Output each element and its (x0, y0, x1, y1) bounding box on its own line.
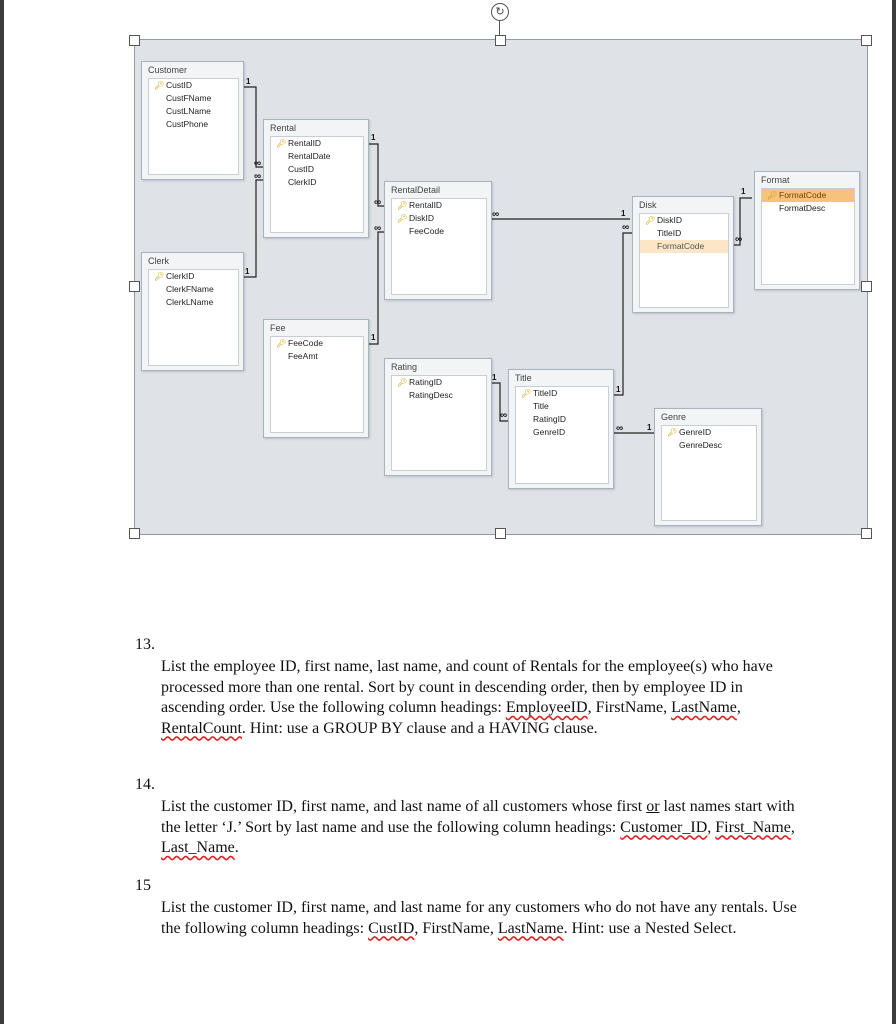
field-row[interactable]: CustPhone (166, 119, 209, 129)
table-title: Rental (270, 123, 297, 133)
field-row[interactable]: 🔑︎ DiskID (397, 213, 435, 223)
table-title: Rating (391, 362, 418, 372)
field-row[interactable]: 🔑︎ FeeCode (276, 338, 323, 348)
field-row[interactable]: CustFName (166, 93, 212, 103)
card-one: 1 (616, 385, 621, 394)
key-icon: 🔑︎ (645, 216, 656, 225)
field-row[interactable]: FormatCode (640, 240, 728, 253)
card-one: 1 (621, 209, 626, 218)
table-customer[interactable] (141, 61, 244, 180)
field-list (639, 213, 729, 308)
field-row[interactable]: CustID (288, 164, 314, 174)
key-icon: 🔑︎ (667, 428, 678, 437)
table-rating[interactable] (384, 358, 492, 476)
field-row[interactable]: GenreDesc (679, 440, 722, 450)
rel-fee-rentaldetail (367, 232, 384, 344)
field-row[interactable]: 🔑︎ RentalID (397, 200, 443, 210)
table-title: Format (761, 175, 790, 185)
key-icon: 🔑︎ (154, 81, 165, 90)
field-row[interactable]: 🔑︎ TitleID (521, 388, 558, 398)
resize-handle-top-right[interactable] (861, 35, 872, 46)
card-one: 1 (245, 267, 250, 276)
field-row[interactable]: ClerkFName (166, 284, 214, 294)
question-number: 14. (135, 776, 155, 793)
resize-handle-left[interactable] (129, 281, 140, 292)
card-many: ∞ (622, 222, 630, 233)
rotate-icon[interactable]: ↻ (491, 3, 509, 21)
field-row[interactable]: 🔑︎ CustID (154, 80, 192, 90)
key-icon: 🔑︎ (154, 272, 165, 281)
field-row[interactable]: CustLName (166, 106, 211, 116)
field-row[interactable]: FeeAmt (288, 351, 318, 361)
card-one: 1 (371, 333, 376, 342)
key-icon: 🔑︎ (397, 214, 408, 223)
field-list (391, 375, 487, 471)
resize-handle-bottom-left[interactable] (129, 528, 140, 539)
rel-clerk-rental (242, 180, 263, 277)
table-rental[interactable] (263, 119, 369, 238)
card-many: ∞ (254, 171, 262, 182)
table-format[interactable] (754, 171, 860, 290)
card-one: 1 (246, 77, 251, 86)
field-row[interactable]: 🔑︎ GenreID (667, 427, 712, 437)
table-title: Customer (148, 65, 188, 75)
table-title: Genre (661, 412, 687, 422)
field-list (148, 78, 239, 175)
question-number: 15 (135, 877, 151, 894)
field-list (661, 425, 757, 521)
card-many: ∞ (254, 158, 262, 169)
question-text: List the employee ID, first name, last name, and count of Rentals for the employee(s) who have processed more than one rental. Sort by count in descending order, then by employee ID in ascending order. Use the following column headings: EmployeeID, FirstName, LastName, RentalCount. Hint: use a GROUP BY clause and a HAVING clause. (161, 658, 773, 737)
field-list (761, 188, 855, 285)
relationship-diagram[interactable] (134, 39, 868, 535)
card-one: 1 (741, 187, 746, 196)
card-many: ∞ (374, 197, 382, 208)
card-many: ∞ (500, 410, 508, 421)
table-title: RentalDetail (391, 185, 441, 195)
resize-handle-bottom[interactable] (495, 528, 506, 539)
key-icon: 🔑︎ (521, 389, 532, 398)
card-one: 1 (371, 133, 376, 142)
field-row[interactable]: RentalDate (288, 151, 331, 161)
rotate-handle-stem (499, 20, 500, 36)
key-icon: 🔑︎ (397, 201, 408, 210)
resize-handle-top[interactable] (495, 35, 506, 46)
card-one: 1 (492, 373, 497, 382)
table-genre[interactable] (654, 408, 762, 526)
field-list (148, 269, 239, 366)
field-row[interactable]: RatingDesc (409, 390, 453, 400)
table-title: Disk (639, 200, 657, 210)
table-fee[interactable] (263, 319, 369, 438)
field-row[interactable]: FeeCode (409, 226, 444, 236)
question-text: List the customer ID, first name, and last name for any customers who do not have any rentals. Use the following column headings: CustID, FirstName, LastName. Hint: use a Nested Select. (161, 899, 797, 937)
resize-handle-bottom-right[interactable] (861, 528, 872, 539)
field-row[interactable]: 🔑︎ ClerkID (154, 271, 195, 281)
field-row[interactable]: Title (533, 401, 549, 411)
key-icon: 🔑︎ (276, 339, 287, 348)
field-row[interactable]: RatingID (533, 414, 567, 424)
card-many: ∞ (616, 423, 624, 434)
field-list (515, 386, 609, 484)
field-row[interactable]: FormatDesc (779, 203, 826, 213)
key-icon: 🔑︎ (276, 139, 287, 148)
key-icon: 🔑︎ (767, 191, 778, 200)
table-rentaldetail[interactable] (384, 181, 492, 300)
key-icon: 🔑︎ (397, 378, 408, 387)
rel-customer-rental (242, 87, 263, 167)
card-one: 1 (647, 423, 652, 432)
field-row[interactable]: 🔑︎ RentalID (276, 138, 322, 148)
field-row[interactable]: TitleID (657, 228, 682, 238)
table-title-entity[interactable] (508, 369, 614, 489)
card-many: ∞ (492, 209, 500, 220)
table-title: Clerk (148, 256, 170, 266)
resize-handle-right[interactable] (861, 281, 872, 292)
table-title: Title (515, 373, 532, 383)
table-title: Fee (270, 323, 286, 333)
card-many: ∞ (374, 223, 382, 234)
field-row[interactable]: 🔑︎ DiskID (645, 215, 683, 225)
table-disk[interactable] (632, 196, 734, 313)
resize-handle-top-left[interactable] (129, 35, 140, 46)
field-row[interactable]: ClerkLName (166, 297, 214, 307)
field-row[interactable]: 🔑︎ RatingID (397, 377, 443, 387)
field-list (391, 198, 487, 295)
question-text: List the customer ID, first name, and last name of all customers whose first or last names start with the letter ‘J.’ Sort by last name and use the following column headings: Customer_ID, First_Name, Last_Name. (161, 798, 795, 856)
table-clerk[interactable] (141, 252, 244, 371)
field-row[interactable]: 🔑︎ FormatCode (762, 189, 854, 202)
rel-disk-title (613, 233, 632, 395)
field-list (270, 336, 364, 433)
field-row[interactable]: GenreID (533, 427, 566, 437)
field-list (270, 136, 364, 233)
field-row[interactable]: ClerkID (288, 177, 317, 187)
card-many: ∞ (735, 234, 743, 245)
question-number: 13. (135, 636, 155, 653)
